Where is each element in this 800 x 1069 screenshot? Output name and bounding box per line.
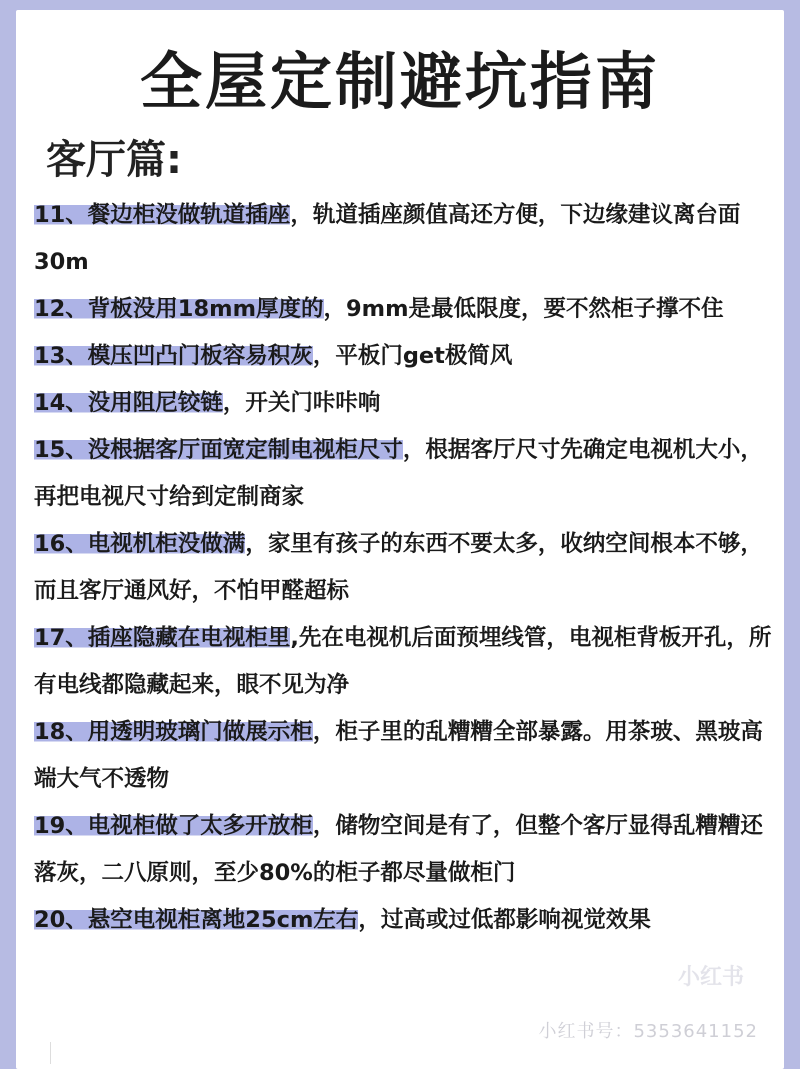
item-text: ，开关门咔咔响 xyxy=(222,390,381,416)
item-highlight: 19、电视柜做了太多开放柜 xyxy=(34,813,313,839)
list-item xyxy=(34,521,774,615)
item-highlight: 13、模压凹凸门板容易积灰 xyxy=(34,343,313,369)
item-text: ，储物空间是有了，但整个客厅显得乱糟糟还落灰，二八原则，至少80%的柜子都尽量做柜门 xyxy=(34,813,763,886)
watermark-logo: 小红书 xyxy=(677,965,744,990)
list-item xyxy=(34,709,774,803)
list-item xyxy=(34,427,774,521)
list-item xyxy=(34,380,774,427)
item-highlight: 18、用透明玻璃门做展示柜 xyxy=(34,719,313,745)
item-highlight: 17、插座隐藏在电视柜里 xyxy=(34,625,291,651)
list-item xyxy=(34,897,774,944)
item-highlight: 16、电视机柜没做满 xyxy=(34,531,246,557)
note-card xyxy=(16,10,784,1069)
item-text: ，家里有孩子的东西不要太多，收纳空间根本不够，而且客厅通风好，不怕甲醛超标 xyxy=(34,531,763,604)
list-item xyxy=(34,192,774,286)
item-text: ，轨道插座颜值高还方便，下边缘建议离台面30m xyxy=(34,202,741,275)
item-highlight: 11、餐边柜没做轨道插座 xyxy=(34,202,291,228)
item-text: ，柜子里的乱糟糟全部暴露。用茶玻、黑玻高端大气不透物 xyxy=(34,719,763,792)
watermark-id: 小红书号：5353641152 xyxy=(538,1021,758,1042)
item-text: ，平板门get极简风 xyxy=(312,343,513,369)
item-text: ，过高或过低都影响视觉效果 xyxy=(358,907,651,933)
divider xyxy=(50,1042,51,1064)
tips-list xyxy=(34,192,774,944)
item-highlight: 15、没根据客厅面宽定制电视柜尺寸 xyxy=(34,437,403,463)
item-text: ，9mm是最低限度，要不然柜子撑不住 xyxy=(323,296,724,322)
item-text: ，根据客厅尺寸先确定电视机大小，再把电视尺寸给到定制商家 xyxy=(34,437,763,510)
item-text: ,先在电视机后面预埋线管，电视柜背板开孔，所有电线都隐藏起来，眼不见为净 xyxy=(34,625,772,698)
list-item xyxy=(34,615,774,709)
list-item xyxy=(34,803,774,897)
item-highlight: 14、没用阻尼铰链 xyxy=(34,390,223,416)
page-title: 全屋定制避坑指南 xyxy=(139,45,660,118)
item-highlight: 20、悬空电视柜离地25cm左右 xyxy=(34,907,359,933)
list-item xyxy=(34,286,774,333)
list-item xyxy=(34,333,774,380)
section-subtitle: 客厅篇: xyxy=(46,137,182,183)
item-highlight: 12、背板没用18mm厚度的 xyxy=(34,296,324,322)
